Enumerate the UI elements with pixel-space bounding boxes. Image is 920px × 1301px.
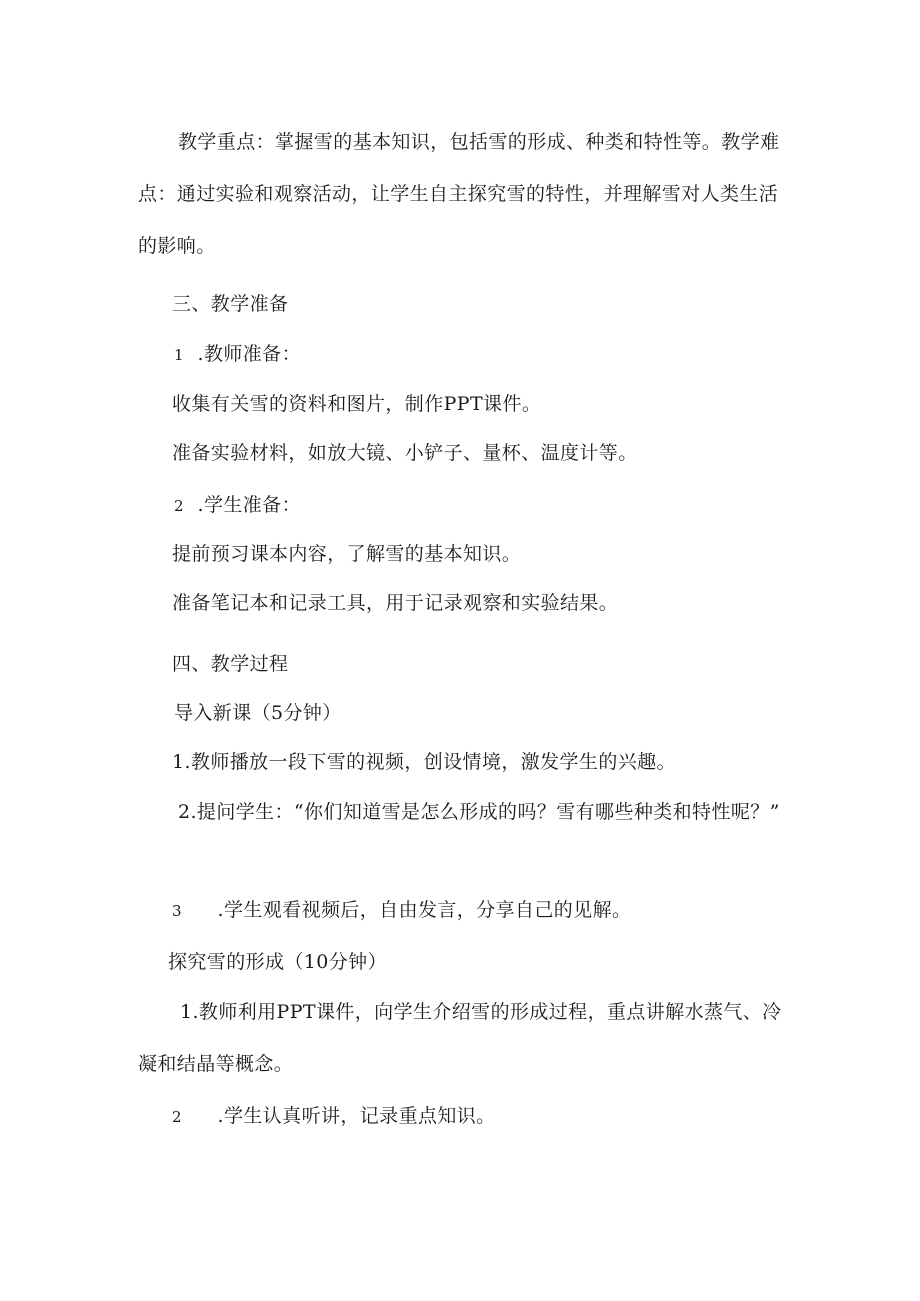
student-prep-line-1: 提前预习课本内容，了解雪的基本知识。 bbox=[172, 543, 522, 565]
item-number: 2 bbox=[174, 497, 184, 515]
teacher-prep-line-2: 准备实验材料，如放大镜、小铲子、量杯、温度计等。 bbox=[172, 442, 638, 464]
teacher-prep-heading bbox=[174, 342, 301, 367]
intro-subheading: 导入新课（5分钟） bbox=[174, 702, 342, 724]
teacher-prep-line-1: 收集有关雪的资料和图片，制作PPT课件。 bbox=[172, 393, 542, 415]
item-text: .学生认真听讲，记录重点知识。 bbox=[217, 1105, 496, 1127]
student-prep-heading bbox=[174, 493, 301, 518]
item-text: .学生观看视频后，自由发言，分享自己的见解。 bbox=[217, 899, 632, 921]
formation-subheading: 探究雪的形成（10分钟） bbox=[168, 951, 387, 973]
item-number: 2 bbox=[172, 1108, 182, 1126]
intro-item-1: 1.教师播放一段下雪的视频，创设情境，激发学生的兴趣。 bbox=[172, 751, 676, 773]
formation-item-2 bbox=[172, 1104, 496, 1129]
key-points-paragraph: 教学重点：掌握雪的基本知识，包括雪的形成、种类和特性等。教学难点：通过实验和观察活动，让学生自主探究雪的特性，并理解雪对人类生活的影响。 bbox=[138, 131, 780, 257]
formation-item-1: 1.教师利用PPT课件，向学生介绍雪的形成过程，重点讲解水蒸气、冷凝和结晶等概念。 bbox=[138, 1001, 782, 1075]
item-number: 1 bbox=[174, 346, 184, 364]
section-3-heading: 三、教学准备 bbox=[172, 293, 289, 315]
item-number: 3 bbox=[172, 902, 182, 920]
intro-item-2: 2.提问学生：“你们知道雪是怎么形成的吗？雪有哪些种类和特性呢？” bbox=[178, 801, 780, 823]
item-label: .教师准备： bbox=[197, 343, 301, 365]
item-label: .学生准备： bbox=[197, 494, 301, 516]
section-4-heading: 四、教学过程 bbox=[172, 653, 289, 675]
intro-item-3 bbox=[172, 898, 631, 923]
student-prep-line-2: 准备笔记本和记录工具，用于记录观察和实验结果。 bbox=[172, 592, 619, 614]
